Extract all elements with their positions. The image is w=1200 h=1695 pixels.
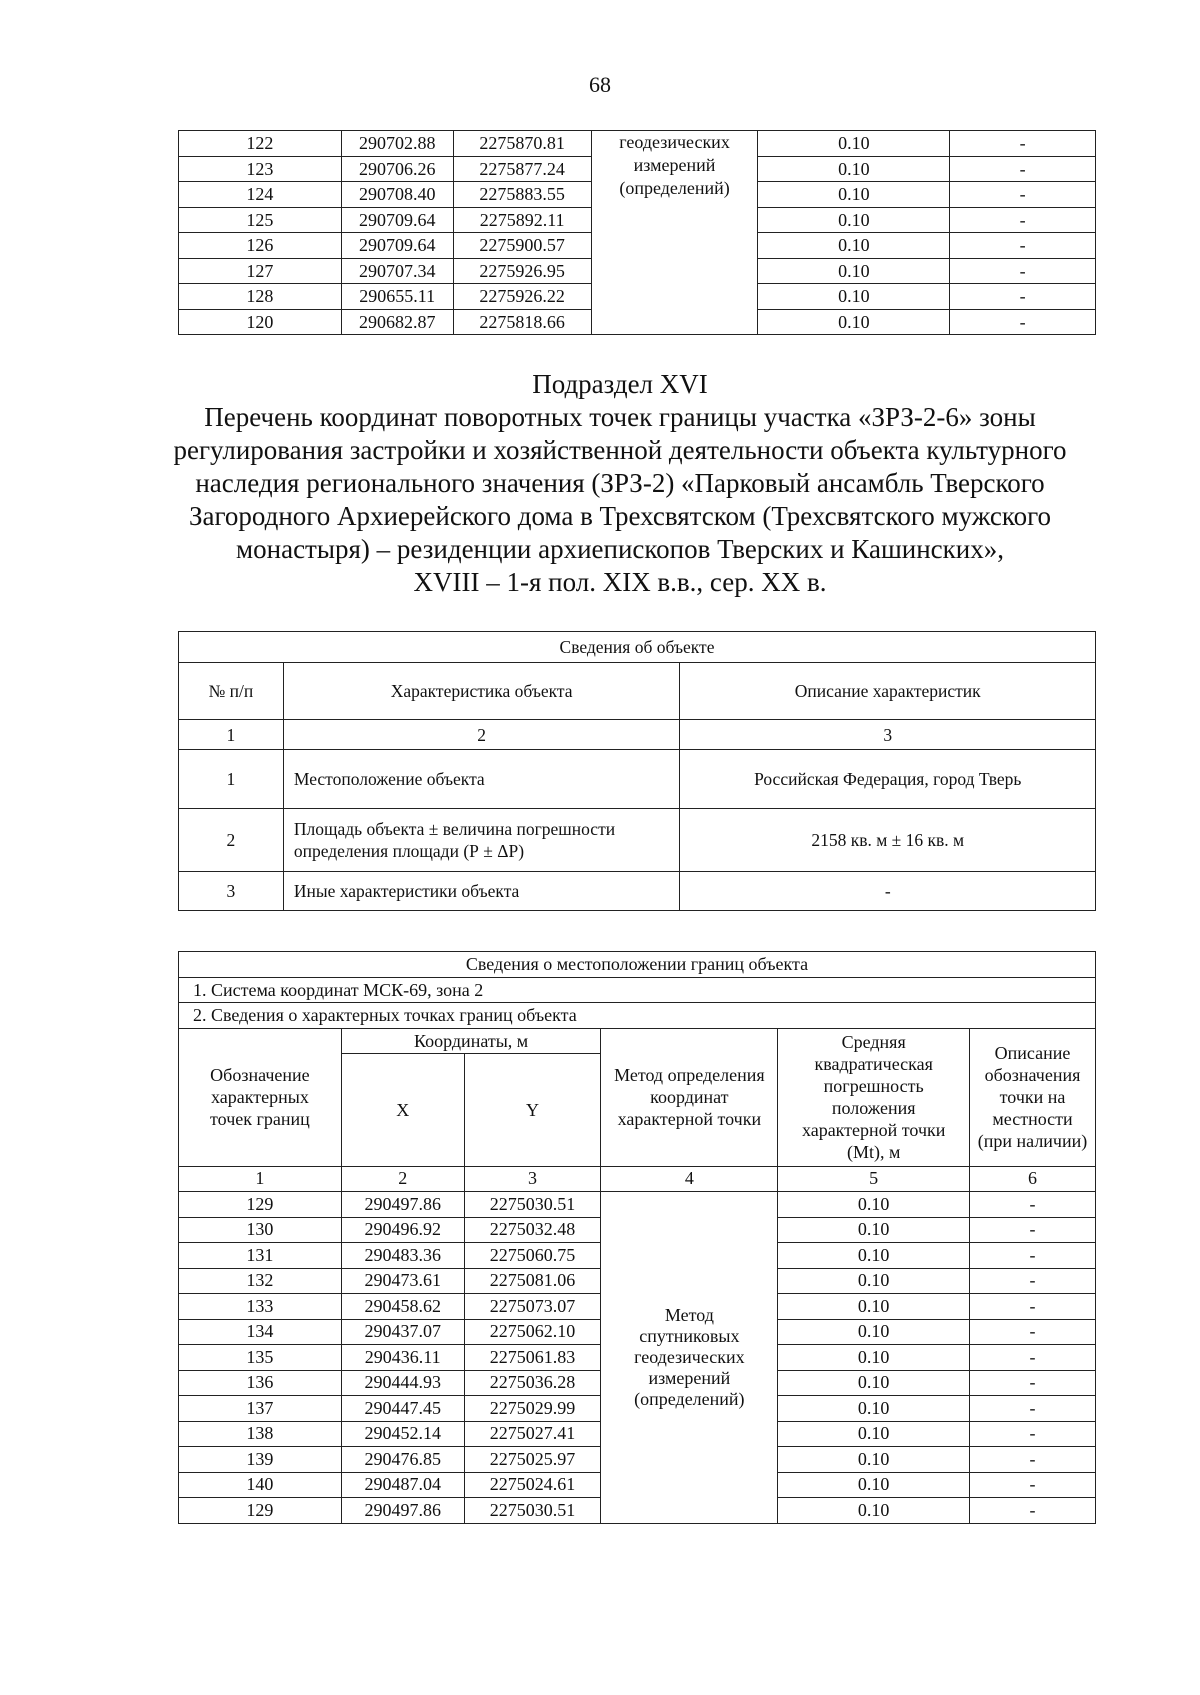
y-coordinate: 2275024.61	[464, 1472, 601, 1498]
row-number: 2	[179, 809, 284, 872]
point-id: 129	[179, 1192, 342, 1218]
point-id: 134	[179, 1319, 342, 1345]
column-number: 2	[341, 1166, 464, 1192]
point-id: 129	[179, 1498, 342, 1524]
heading-line: наследия регионального значения (ЗРЗ-2) «Парковый ансамбль Тверского	[195, 468, 1045, 498]
mean-square-error: 0.10	[778, 1370, 970, 1396]
x-coordinate: 290655.11	[341, 284, 453, 310]
y-coordinate: 2275025.97	[464, 1447, 601, 1473]
point-description: -	[970, 1472, 1096, 1498]
point-description: -	[970, 1396, 1096, 1422]
point-description: -	[970, 1447, 1096, 1473]
point-description: -	[950, 182, 1096, 208]
x-coordinate: 290707.34	[341, 258, 453, 284]
y-coordinate: 2275892.11	[453, 207, 591, 233]
point-description: -	[950, 156, 1096, 182]
heading-line: XVIII – 1-я пол. XIX в.в., сер. XX в.	[413, 567, 827, 597]
point-description: -	[950, 207, 1096, 233]
point-description: -	[950, 284, 1096, 310]
point-id: 133	[179, 1294, 342, 1320]
x-coordinate: 290709.64	[341, 233, 453, 259]
page-number: 68	[589, 72, 611, 97]
point-description: -	[970, 1345, 1096, 1371]
point-id: 135	[179, 1345, 342, 1371]
column-header: Y	[464, 1053, 601, 1166]
column-number: 1	[179, 1166, 342, 1192]
point-id: 128	[179, 284, 342, 310]
column-header: Описание обозначения точки на местности (при наличии)	[970, 1028, 1096, 1166]
point-id: 123	[179, 156, 342, 182]
object-info-table	[178, 631, 1096, 911]
y-coordinate: 2275870.81	[453, 131, 591, 157]
column-header: Характеристика объекта	[283, 663, 680, 720]
y-coordinate: 2275030.51	[464, 1498, 601, 1524]
point-description: -	[950, 233, 1096, 259]
mean-square-error: 0.10	[778, 1421, 970, 1447]
y-coordinate: 2275029.99	[464, 1396, 601, 1422]
mean-square-error: 0.10	[778, 1396, 970, 1422]
point-description: -	[950, 131, 1096, 157]
x-coordinate: 290708.40	[341, 182, 453, 208]
x-coordinate: 290496.92	[341, 1217, 464, 1243]
point-id: 126	[179, 233, 342, 259]
y-coordinate: 2275926.95	[453, 258, 591, 284]
mean-square-error: 0.10	[758, 233, 950, 259]
point-description: -	[950, 309, 1096, 335]
characteristic: Местоположение объекта	[283, 750, 680, 809]
mean-square-error: 0.10	[778, 1243, 970, 1269]
point-description: -	[970, 1243, 1096, 1269]
point-id: 120	[179, 309, 342, 335]
x-coordinate: 290483.36	[341, 1243, 464, 1269]
table-row	[179, 872, 1096, 911]
point-id: 131	[179, 1243, 342, 1269]
heading-line: монастыря) – резиденции архиепископов Тверских и Кашинских»,	[236, 534, 1004, 564]
column-header: Координаты, м	[341, 1028, 601, 1053]
column-number: 6	[970, 1166, 1096, 1192]
subsection-heading	[150, 368, 1090, 599]
point-description: -	[970, 1192, 1096, 1218]
mean-square-error: 0.10	[778, 1345, 970, 1371]
row-number: 3	[179, 872, 284, 911]
mean-square-error: 0.10	[778, 1192, 970, 1218]
characteristic: Иные характеристики объекта	[283, 872, 680, 911]
method-cell	[591, 131, 758, 335]
point-id: 138	[179, 1421, 342, 1447]
column-header: Описание характеристик	[680, 663, 1096, 720]
subsection-number: Подраздел XVI	[532, 369, 708, 399]
x-coordinate: 290447.45	[341, 1396, 464, 1422]
heading-line: регулирования застройки и хозяйственной деятельности объекта культурного	[173, 435, 1067, 465]
point-description: -	[970, 1294, 1096, 1320]
y-coordinate: 2275081.06	[464, 1268, 601, 1294]
heading-line: Перечень координат поворотных точек границы участка «ЗРЗ-2-6» зоны	[204, 402, 1036, 432]
mean-square-error: 0.10	[778, 1319, 970, 1345]
point-id: 136	[179, 1370, 342, 1396]
point-id: 122	[179, 131, 342, 157]
point-description: -	[970, 1268, 1096, 1294]
column-number: 1	[179, 720, 284, 750]
x-coordinate: 290444.93	[341, 1370, 464, 1396]
column-number: 5	[778, 1166, 970, 1192]
column-number: 2	[283, 720, 680, 750]
y-coordinate: 2275926.22	[453, 284, 591, 310]
x-coordinate: 290487.04	[341, 1472, 464, 1498]
mean-square-error: 0.10	[778, 1447, 970, 1473]
x-coordinate: 290497.86	[341, 1192, 464, 1218]
point-id: 124	[179, 182, 342, 208]
y-coordinate: 2275900.57	[453, 233, 591, 259]
mean-square-error: 0.10	[758, 258, 950, 284]
mean-square-error: 0.10	[778, 1268, 970, 1294]
point-id: 127	[179, 258, 342, 284]
x-coordinate: 290702.88	[341, 131, 453, 157]
x-coordinate: 290476.85	[341, 1447, 464, 1473]
x-coordinate: 290437.07	[341, 1319, 464, 1345]
row-number: 1	[179, 750, 284, 809]
x-coordinate: 290706.26	[341, 156, 453, 182]
table-row	[179, 131, 1096, 157]
column-number: 3	[680, 720, 1096, 750]
column-header: Обозначение характерных точек границ	[179, 1028, 342, 1166]
x-coordinate: 290458.62	[341, 1294, 464, 1320]
y-coordinate: 2275062.10	[464, 1319, 601, 1345]
y-coordinate: 2275818.66	[453, 309, 591, 335]
column-header: Средняя квадратическая погрешность положения характерной точки (Mt), м	[778, 1028, 970, 1166]
x-coordinate: 290709.64	[341, 207, 453, 233]
heading-line: Загородного Архиерейского дома в Трехсвятском (Трехсвятского мужского	[188, 501, 1051, 531]
point-id: 137	[179, 1396, 342, 1422]
continued-coordinates-table	[178, 130, 1096, 335]
mean-square-error: 0.10	[758, 131, 950, 157]
mean-square-error: 0.10	[778, 1472, 970, 1498]
point-id: 130	[179, 1217, 342, 1243]
column-header: № п/п	[179, 663, 284, 720]
point-id: 139	[179, 1447, 342, 1473]
point-id: 132	[179, 1268, 342, 1294]
description: -	[680, 872, 1096, 911]
characteristic: Площадь объекта ± величина погрешности определения площади (Р ± ΔР)	[283, 809, 680, 872]
method-line: измерений	[633, 155, 716, 175]
mean-square-error: 0.10	[778, 1294, 970, 1320]
method-line: (определений)	[619, 178, 730, 198]
description: Российская Федерация, город Тверь	[680, 750, 1096, 809]
y-coordinate: 2275883.55	[453, 182, 591, 208]
point-description: -	[970, 1319, 1096, 1345]
y-coordinate: 2275061.83	[464, 1345, 601, 1371]
y-coordinate: 2275036.28	[464, 1370, 601, 1396]
point-id: 140	[179, 1472, 342, 1498]
x-coordinate: 290497.86	[341, 1498, 464, 1524]
mean-square-error: 0.10	[758, 182, 950, 208]
column-header: X	[341, 1053, 464, 1166]
y-coordinate: 2275877.24	[453, 156, 591, 182]
table-title: Сведения об объекте	[179, 632, 1096, 663]
y-coordinate: 2275073.07	[464, 1294, 601, 1320]
mean-square-error: 0.10	[778, 1498, 970, 1524]
point-description: -	[970, 1370, 1096, 1396]
y-coordinate: 2275032.48	[464, 1217, 601, 1243]
table-row	[179, 750, 1096, 809]
point-description: -	[970, 1217, 1096, 1243]
description: 2158 кв. м ± 16 кв. м	[680, 809, 1096, 872]
boundary-points-table	[178, 951, 1096, 1524]
mean-square-error: 0.10	[758, 207, 950, 233]
method-line: геодезических	[619, 132, 730, 152]
table-row	[179, 1192, 1096, 1218]
coordinate-system: 1. Система координат МСК-69, зона 2	[179, 977, 1096, 1003]
mean-square-error: 0.10	[778, 1217, 970, 1243]
y-coordinate: 2275030.51	[464, 1192, 601, 1218]
x-coordinate: 290682.87	[341, 309, 453, 335]
mean-square-error: 0.10	[758, 284, 950, 310]
column-number: 3	[464, 1166, 601, 1192]
y-coordinate: 2275027.41	[464, 1421, 601, 1447]
x-coordinate: 290436.11	[341, 1345, 464, 1371]
table-title: Сведения о местоположении границ объекта	[179, 952, 1096, 978]
mean-square-error: 0.10	[758, 156, 950, 182]
x-coordinate: 290473.61	[341, 1268, 464, 1294]
point-description: -	[970, 1421, 1096, 1447]
x-coordinate: 290452.14	[341, 1421, 464, 1447]
point-description: -	[970, 1498, 1096, 1524]
points-section-title: 2. Сведения о характерных точках границ объекта	[179, 1003, 1096, 1029]
column-header: Метод определения координат характерной точки	[601, 1028, 778, 1166]
mean-square-error: 0.10	[758, 309, 950, 335]
y-coordinate: 2275060.75	[464, 1243, 601, 1269]
table-row	[179, 809, 1096, 872]
column-number: 4	[601, 1166, 778, 1192]
point-id: 125	[179, 207, 342, 233]
method-cell: Метод спутниковых геодезических измерений (определений)	[601, 1192, 778, 1524]
point-description: -	[950, 258, 1096, 284]
